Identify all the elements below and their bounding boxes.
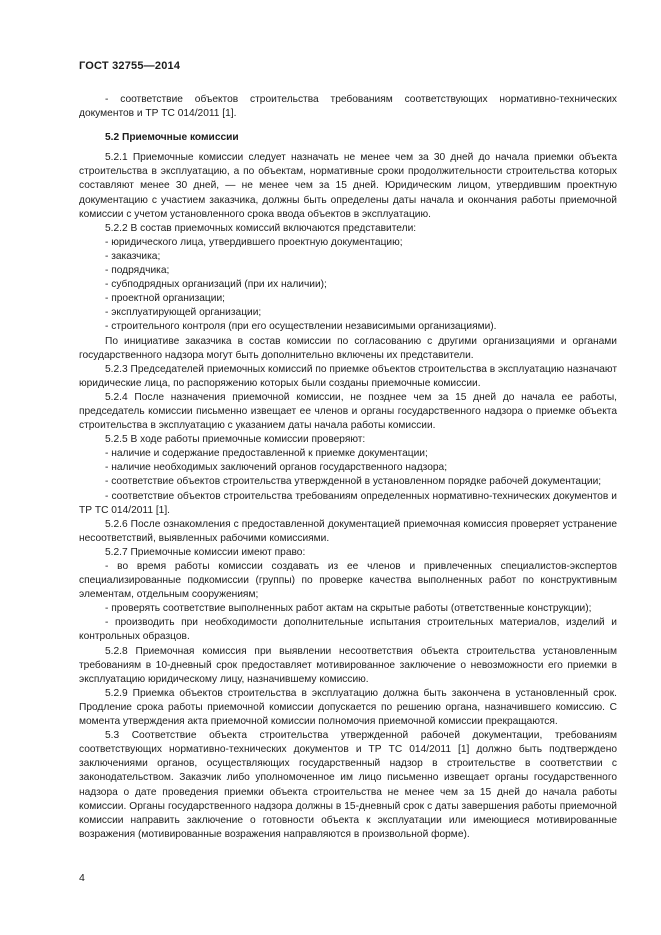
list-item: - проектной организации; — [105, 293, 225, 305]
paragraph: 5.3 Соответствие объекта строительства утвержденной рабочей документации, требованиям соответствующих нормативно-технических документов и ТР ТС 014/2011 [1] должно быть подтверждено заключениями органов, осуществляющих государственный надзор в строительстве в соответствии с законодательством. Заказчик либо уполномоченное им лицо письменно извещает органы государственного надзора о дате проведения приемки объекта строительства не менее чем за 15 дней до начала работы комиссии. Органы государственного надзора должны в 15-дневный срок с даты завершения работы приемочной комиссии направить заключение о готовности объекта к эксплуатации или имеющиеся мотивированные возражения (мотивированные возражения направляются в произвольной форме). — [79, 730, 617, 840]
list-item: - соответствие объектов строительства требованиям определенных нормативно-технических документов и ТР ТС 014/2011 [1]. — [79, 490, 617, 516]
list-item: - юридического лица, утвердившего проектную документацию; — [105, 236, 403, 248]
paragraph: 5.2.8 Приемочная комиссия при выявлении несоответствия объекта строительства установленным требованиям в 10-дневный срок предоставляет мотивированное заключение о невозможности его приемки в эксплуатацию юридическому лицу, назначившему комиссию. — [79, 645, 617, 685]
paragraph: 5.2.3 Председателей приемочных комиссий по приемке объектов строительства в эксплуатацию назначают юридические лица, по распоряжению которых были созданы приемочные комиссии. — [79, 363, 617, 389]
list-item: - субподрядных организаций (при их наличии); — [105, 279, 327, 291]
paragraph: 5.2.4 После назначения приемочной комиссии, не позднее чем за 15 дней до начала ее работы, председатель комиссии письменно извещает ее членов и органы государственного надзора о приемке объекта строительства в эксплуатацию с указанием даты начала работы комиссии. — [79, 391, 617, 432]
list-item: - проверять соответствие выполненных работ актам на скрытые работы (ответственные конструкции); — [105, 603, 592, 615]
body-text — [79, 93, 617, 842]
list-item: - строительного контроля (при его осуществлении независимыми организациями). — [105, 321, 497, 333]
list-item: - наличие и содержание предоставленной к приемке документации; — [105, 448, 428, 460]
list-item: - наличие необходимых заключений органов государственного надзора; — [105, 462, 448, 474]
list-item: - соответствие объектов строительства утвержденной в установленном порядке рабочей документации; — [105, 476, 602, 488]
paragraph: 5.2.2 В состав приемочных комиссий включаются представители: — [105, 222, 417, 234]
list-item: - соответствие объектов строительства требованиям соответствующих нормативно-технических документов и ТР ТС 014/2011 [1]. — [79, 94, 617, 120]
list-item: - во время работы комиссии создавать из ее членов и привлеченных специалистов-экспертов специализированные подкомиссии (группы) по проверке качества выполненных работ по конструктивным элементам, отдельным сооружениям; — [79, 561, 617, 601]
document-code-header: ГОСТ 32755—2014 — [79, 60, 181, 72]
list-item: - производить при необходимости дополнительные испытания строительных материалов, изделий и контрольных образцов. — [79, 617, 617, 643]
list-item: - заказчика; — [105, 250, 161, 262]
list-item: - подрядчика; — [105, 265, 170, 277]
paragraph: 5.2.1 Приемочные комиссии следует назначать не менее чем за 30 дней до начала приемки объекта строительства в эксплуатацию, а по объектам, нормативные сроки продолжительности строительства которых составляют менее 30 дней, — не менее чем за 15 дней. Юридическим лицом, утвердившим проектную документацию с участием заказчика, должны быть определены даты начала и окончания работы приемочной комиссии с учетом установленного срока ввода объектов в эксплуатацию. — [79, 152, 617, 220]
paragraph: 5.2.7 Приемочные комиссии имеют право: — [105, 546, 306, 558]
paragraph: 5.2.6 После ознакомления с предоставленной документацией приемочная комиссия проверяет устранение несоответствий, выявленных рабочими комиссиями. — [79, 518, 617, 544]
paragraph: 5.2.9 Приемка объектов строительства в эксплуатацию должна быть закончена в установленный срок. Продление срока работы приемочной комиссии допускается по решению органа, назначившего комиссию. С момента утверждения акта приемочной комиссии полномочия приемочной комиссии прекращаются. — [79, 687, 617, 728]
section-heading: 5.2 Приемочные комиссии — [105, 132, 239, 144]
paragraph: 5.2.5 В ходе работы приемочные комиссии проверяют: — [105, 434, 366, 446]
list-item: - эксплуатирующей организации; — [105, 307, 262, 319]
paragraph: По инициативе заказчика в состав комиссии по согласованию с другими организациями и органами государственного надзора могут быть дополнительно включены их представители. — [79, 335, 617, 361]
page-number: 4 — [79, 872, 85, 884]
